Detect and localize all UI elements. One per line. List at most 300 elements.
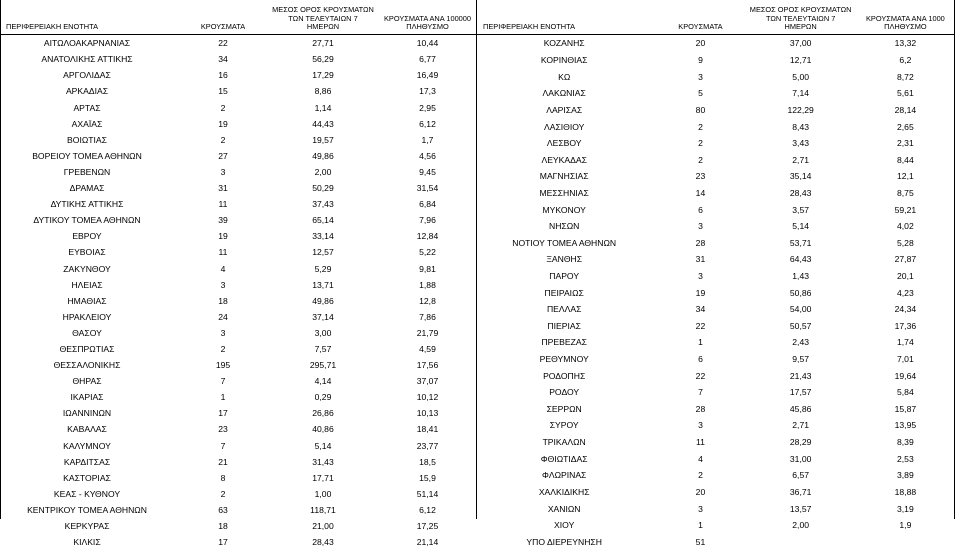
left-table-body [0,35,477,550]
table-row [477,151,955,168]
cell-cases: 1 [655,517,745,534]
header-avg7-line1: ΜΕΣΟΣ ΟΡΟΣ ΚΡΟΥΣΜΑΤΩΝ [270,6,376,15]
table-row [0,341,477,357]
cell-per100k: 4,23 [856,284,955,301]
table-row [0,228,477,244]
cell-per100k: 7,96 [378,212,477,228]
cell-region: ΑΝΑΤΟΛΙΚΗΣ ΑΤΤΙΚΗΣ [0,51,178,67]
header-row [0,6,477,35]
table-row [0,244,477,260]
table-row [477,484,955,501]
cell-region: ΑΧΑΪΑΣ [0,116,178,132]
table-row [477,235,955,252]
cell-region: ΛΑΚΩΝΙΑΣ [477,85,655,102]
table-row [477,251,955,268]
table-row [477,450,955,467]
cell-region: ΛΑΣΙΘΙΟΥ [477,118,655,135]
cell-avg7: 31,43 [268,454,378,470]
cell-region: ΜΥΚΟΝΟΥ [477,201,655,218]
cell-avg7: 17,29 [268,67,378,83]
table-row [0,438,477,454]
cell-region: ΗΜΑΘΙΑΣ [0,293,178,309]
cell-cases: 3 [655,500,745,517]
cell-avg7: 49,86 [268,148,378,164]
cell-cases: 63 [178,502,268,518]
table-row [0,277,477,293]
cell-avg7: 13,57 [746,500,856,517]
cell-per100k: 4,59 [378,341,477,357]
cell-per100k: 8,39 [856,434,955,451]
table-row [0,132,477,148]
right-table-header [477,6,955,35]
right-table [477,6,955,550]
cell-cases: 7 [655,384,745,401]
cell-region: ΒΟΙΩΤΙΑΣ [0,132,178,148]
cell-cases: 6 [655,351,745,368]
cell-region: ΙΩΑΝΝΙΝΩΝ [0,405,178,421]
cell-per100k: 8,44 [856,151,955,168]
cell-per100k: 3,19 [856,500,955,517]
cell-region: ΖΑΚΥΝΘΟΥ [0,261,178,277]
table-row [0,67,477,83]
cell-cases: 22 [178,35,268,52]
cell-per100k: 27,87 [856,251,955,268]
cell-cases: 80 [655,102,745,119]
cell-region: ΤΡΙΚΑΛΩΝ [477,434,655,451]
table-row [0,83,477,99]
cell-per100k: 6,77 [378,51,477,67]
table-row [0,373,477,389]
cell-cases: 2 [178,486,268,502]
cell-cases: 22 [655,318,745,335]
table-row [477,268,955,285]
table-row [477,135,955,152]
table-row [477,500,955,517]
cell-region: ΔΥΤΙΚΟΥ ΤΟΜΕΑ ΑΘΗΝΩΝ [0,212,178,228]
cell-cases: 3 [655,218,745,235]
cell-avg7: 27,71 [268,35,378,52]
cell-per100k: 17,25 [378,518,477,534]
cell-region: ΑΡΓΟΛΙΔΑΣ [0,67,178,83]
cell-region: ΚΑΒΑΛΑΣ [0,421,178,437]
cell-cases: 34 [655,301,745,318]
cell-per100k: 7,86 [378,309,477,325]
cell-per100k: 51,14 [378,486,477,502]
table-row [0,293,477,309]
cell-cases: 11 [178,196,268,212]
cell-cases: 195 [178,357,268,373]
cell-region: ΜΕΣΣΗΝΙΑΣ [477,185,655,202]
cell-cases: 20 [655,484,745,501]
cell-per100k: 1,7 [378,132,477,148]
cell-cases: 14 [655,185,745,202]
cell-avg7: 8,86 [268,83,378,99]
header-avg7-line2: ΤΩΝ ΤΕΛΕΥΤΑΙΩΝ 7 [270,15,376,24]
cell-cases: 2 [655,151,745,168]
cell-cases: 15 [178,83,268,99]
header-avg7 [746,6,856,35]
cell-region: ΕΒΡΟΥ [0,228,178,244]
table-row [477,417,955,434]
cell-avg7: 50,86 [746,284,856,301]
table-row [477,68,955,85]
cell-per100k: 24,34 [856,301,955,318]
cell-cases: 19 [178,116,268,132]
cell-avg7: 2,71 [746,417,856,434]
cell-region: ΜΑΓΝΗΣΙΑΣ [477,168,655,185]
cell-cases: 1 [178,389,268,405]
cell-avg7: 1,14 [268,100,378,116]
header-cases: ΚΡΟΥΣΜΑΤΑ [178,6,268,35]
cell-avg7: 28,43 [746,185,856,202]
cell-avg7: 28,43 [268,534,378,550]
cell-region: ΛΕΣΒΟΥ [477,135,655,152]
table-row [477,301,955,318]
cell-region: ΗΡΑΚΛΕΙΟΥ [0,309,178,325]
cell-region: ΕΥΒΟΙΑΣ [0,244,178,260]
cell-per100k: 6,12 [378,502,477,518]
cell-per100k: 4,56 [378,148,477,164]
cell-avg7: 3,43 [746,135,856,152]
cell-cases: 3 [178,277,268,293]
left-table-header [0,6,477,35]
table-row [0,180,477,196]
cell-region: ΗΛΕΙΑΣ [0,277,178,293]
table-row [477,35,955,52]
cell-avg7: 50,29 [268,180,378,196]
cell-avg7: 37,00 [746,35,856,52]
cell-avg7: 45,86 [746,401,856,418]
cell-per100k: 21,79 [378,325,477,341]
cell-per100k: 19,64 [856,367,955,384]
table-row [477,185,955,202]
cell-region: ΚΑΣΤΟΡΙΑΣ [0,470,178,486]
cell-region: ΠΑΡΟΥ [477,268,655,285]
cell-avg7: 17,71 [268,470,378,486]
cell-per100k: 8,72 [856,68,955,85]
cell-region: ΚΕΝΤΡΙΚΟΥ ΤΟΜΕΑ ΑΘΗΝΩΝ [0,502,178,518]
table-row [477,384,955,401]
header-per100k-line2: ΠΛΗΘΥΣΜΟ [380,23,475,32]
cell-region: ΘΕΣΠΡΩΤΙΑΣ [0,341,178,357]
table-row [0,164,477,180]
cell-avg7: 5,14 [268,438,378,454]
header-per100k-line1: ΚΡΟΥΣΜΑΤΑ ΑΝΑ 1000 [858,15,953,24]
cell-per100k: 10,44 [378,35,477,52]
cell-avg7: 1,43 [746,268,856,285]
cell-cases: 28 [655,401,745,418]
cell-cases: 31 [655,251,745,268]
cell-cases: 3 [655,417,745,434]
cell-per100k: 5,22 [378,244,477,260]
cell-region: ΚΟΖΑΝΗΣ [477,35,655,52]
cell-per100k: 4,02 [856,218,955,235]
header-region: ΠΕΡΙΦΕΡΕΙΑΚΗ ΕΝΟΤΗΤΑ [0,6,178,35]
table-row [0,470,477,486]
cell-avg7: 40,86 [268,421,378,437]
cell-region: ΘΕΣΣΑΛΟΝΙΚΗΣ [0,357,178,373]
table-row [477,401,955,418]
cell-avg7: 5,00 [746,68,856,85]
cell-per100k: 2,53 [856,450,955,467]
cell-cases: 7 [178,438,268,454]
header-avg7 [268,6,378,35]
cell-per100k: 1,74 [856,334,955,351]
table-row [0,309,477,325]
cell-avg7: 6,57 [746,467,856,484]
cell-region: ΣΥΡΟΥ [477,417,655,434]
cell-cases: 3 [655,68,745,85]
table-row [0,212,477,228]
table-row [477,334,955,351]
table-row [0,421,477,437]
cell-cases: 2 [178,341,268,357]
cell-cases: 23 [178,421,268,437]
cell-region: ΙΚΑΡΙΑΣ [0,389,178,405]
table-row [0,357,477,373]
table-row [477,367,955,384]
cell-avg7: 3,00 [268,325,378,341]
cell-cases: 2 [655,467,745,484]
table-row [477,351,955,368]
cell-avg7: 21,43 [746,367,856,384]
cell-cases: 9 [655,52,745,69]
cell-region: ΡΟΔΟΥ [477,384,655,401]
cell-per100k: 31,54 [378,180,477,196]
table-row [477,534,955,550]
cell-cases: 3 [178,325,268,341]
header-per100k [856,6,955,35]
cell-cases: 2 [655,135,745,152]
cell-cases: 21 [178,454,268,470]
cell-cases: 7 [178,373,268,389]
cell-avg7: 7,14 [746,85,856,102]
cell-cases: 18 [178,518,268,534]
table-row [477,52,955,69]
tables-container [0,6,955,550]
cell-region: ΝΗΣΩΝ [477,218,655,235]
cell-region: ΚΙΛΚΙΣ [0,534,178,550]
cell-avg7: 49,86 [268,293,378,309]
cell-region: ΑΡΚΑΔΙΑΣ [0,83,178,99]
table-row [0,261,477,277]
cell-avg7: 0,29 [268,389,378,405]
cell-region: ΥΠΟ ΔΙΕΡΕΥΝΗΣΗ [477,534,655,550]
cell-per100k: 13,32 [856,35,955,52]
cell-cases: 11 [178,244,268,260]
cell-region: ΚΟΡΙΝΘΙΑΣ [477,52,655,69]
cell-avg7: 8,43 [746,118,856,135]
cell-avg7: 37,14 [268,309,378,325]
cell-cases: 6 [655,201,745,218]
cell-per100k: 15,87 [856,401,955,418]
cell-cases: 5 [655,85,745,102]
table-row [0,35,477,52]
left-border-line [0,0,1,519]
cell-cases: 20 [655,35,745,52]
cell-avg7: 21,00 [268,518,378,534]
cell-avg7: 26,86 [268,405,378,421]
cell-per100k: 21,14 [378,534,477,550]
table-row [477,517,955,534]
cell-avg7: 2,00 [746,517,856,534]
cell-avg7: 31,00 [746,450,856,467]
cell-per100k: 12,8 [378,293,477,309]
cell-avg7: 295,71 [268,357,378,373]
cell-cases: 22 [655,367,745,384]
cell-per100k: 59,21 [856,201,955,218]
table-row [0,100,477,116]
cell-region: ΠΙΕΡΙΑΣ [477,318,655,335]
cell-cases: 39 [178,212,268,228]
cell-per100k: 17,36 [856,318,955,335]
table-row [0,116,477,132]
cell-per100k: 6,84 [378,196,477,212]
cell-per100k: 1,88 [378,277,477,293]
cell-avg7: 13,71 [268,277,378,293]
table-row [477,434,955,451]
cell-avg7: 5,14 [746,218,856,235]
cell-region: ΠΡΕΒΕΖΑΣ [477,334,655,351]
cell-region: ΛΕΥΚΑΔΑΣ [477,151,655,168]
cell-cases: 1 [655,334,745,351]
cell-region: ΡΟΔΟΠΗΣ [477,367,655,384]
cell-per100k: 1,9 [856,517,955,534]
header-per100k-line2: ΠΛΗΘΥΣΜΟ [858,23,953,32]
cell-per100k: 12,84 [378,228,477,244]
header-avg7-line3: ΗΜΕΡΩΝ [748,23,854,32]
cell-cases: 24 [178,309,268,325]
cell-per100k: 6,2 [856,52,955,69]
cell-region: ΦΘΙΩΤΙΔΑΣ [477,450,655,467]
cell-cases: 19 [178,228,268,244]
cell-per100k: 12,1 [856,168,955,185]
cell-avg7: 37,43 [268,196,378,212]
header-per100k-line1: ΚΡΟΥΣΜΑΤΑ ΑΝΑ 100000 [380,15,475,24]
cell-avg7: 65,14 [268,212,378,228]
cell-avg7: 36,71 [746,484,856,501]
cell-cases: 31 [178,180,268,196]
cell-per100k: 18,5 [378,454,477,470]
cell-cases: 4 [178,261,268,277]
header-avg7-line3: ΗΜΕΡΩΝ [270,23,376,32]
cell-per100k: 5,28 [856,235,955,252]
table-row [0,486,477,502]
cell-region: ΧΙΟΥ [477,517,655,534]
cell-cases: 3 [178,164,268,180]
cell-per100k: 2,65 [856,118,955,135]
cell-region: ΡΕΘΥΜΝΟΥ [477,351,655,368]
cell-cases: 19 [655,284,745,301]
cell-per100k: 2,31 [856,135,955,152]
cell-cases: 18 [178,293,268,309]
cell-per100k: 23,77 [378,438,477,454]
cell-avg7: 2,43 [746,334,856,351]
cell-cases: 2 [178,132,268,148]
header-avg7-line1: ΜΕΣΟΣ ΟΡΟΣ ΚΡΟΥΣΜΑΤΩΝ [748,6,854,15]
table-row [477,218,955,235]
cell-per100k: 3,89 [856,467,955,484]
cell-avg7: 122,29 [746,102,856,119]
cell-avg7: 33,14 [268,228,378,244]
cell-region: ΚΑΛΥΜΝΟΥ [0,438,178,454]
cell-avg7 [746,534,856,550]
cell-region: ΠΕΛΛΑΣ [477,301,655,318]
table-row [0,502,477,518]
cell-per100k: 17,3 [378,83,477,99]
cell-per100k: 16,49 [378,67,477,83]
cell-per100k: 13,95 [856,417,955,434]
cell-region: ΚΕΑΣ - ΚΥΘΝΟΥ [0,486,178,502]
cell-avg7: 7,57 [268,341,378,357]
cell-cases: 17 [178,534,268,550]
table-row [0,454,477,470]
cell-region: ΠΕΙΡΑΙΩΣ [477,284,655,301]
cell-per100k: 17,56 [378,357,477,373]
cell-per100k: 5,61 [856,85,955,102]
table-row [477,118,955,135]
table-row [0,534,477,550]
cell-region: ΚΑΡΔΙΤΣΑΣ [0,454,178,470]
cell-region: ΚΕΡΚΥΡΑΣ [0,518,178,534]
table-row [477,284,955,301]
table-row [477,85,955,102]
cell-per100k: 2,95 [378,100,477,116]
table-row [0,325,477,341]
table-row [0,196,477,212]
cell-per100k: 37,07 [378,373,477,389]
cell-avg7: 56,29 [268,51,378,67]
cell-avg7: 9,57 [746,351,856,368]
cell-avg7: 118,71 [268,502,378,518]
table-row [477,102,955,119]
header-per100k [378,6,477,35]
cell-region: ΒΟΡΕΙΟΥ ΤΟΜΕΑ ΑΘΗΝΩΝ [0,148,178,164]
cell-per100k: 5,84 [856,384,955,401]
cell-avg7: 17,57 [746,384,856,401]
table-row [477,201,955,218]
middle-border-line [476,0,477,519]
cell-per100k: 28,14 [856,102,955,119]
cell-cases: 4 [655,450,745,467]
cell-avg7: 5,29 [268,261,378,277]
cell-region: ΛΑΡΙΣΑΣ [477,102,655,119]
cell-per100k: 10,12 [378,389,477,405]
cell-avg7: 53,71 [746,235,856,252]
cell-region: ΑΡΤΑΣ [0,100,178,116]
cell-avg7: 2,71 [746,151,856,168]
table-row [0,51,477,67]
cell-cases: 2 [178,100,268,116]
cell-per100k: 18,88 [856,484,955,501]
cell-avg7: 19,57 [268,132,378,148]
cell-per100k: 9,81 [378,261,477,277]
cell-per100k: 6,12 [378,116,477,132]
cell-region: ΝΟΤΙΟΥ ΤΟΜΕΑ ΑΘΗΝΩΝ [477,235,655,252]
cell-per100k: 20,1 [856,268,955,285]
header-avg7-line2: ΤΩΝ ΤΕΛΕΥΤΑΙΩΝ 7 [748,15,854,24]
cell-per100k: 18,41 [378,421,477,437]
cell-region: ΦΛΩΡΙΝΑΣ [477,467,655,484]
cell-avg7: 1,00 [268,486,378,502]
cell-cases: 3 [655,268,745,285]
header-row [477,6,955,35]
cell-cases: 11 [655,434,745,451]
cell-per100k: 8,75 [856,185,955,202]
cell-per100k: 10,13 [378,405,477,421]
cell-region: ΣΕΡΡΩΝ [477,401,655,418]
cell-avg7: 44,43 [268,116,378,132]
